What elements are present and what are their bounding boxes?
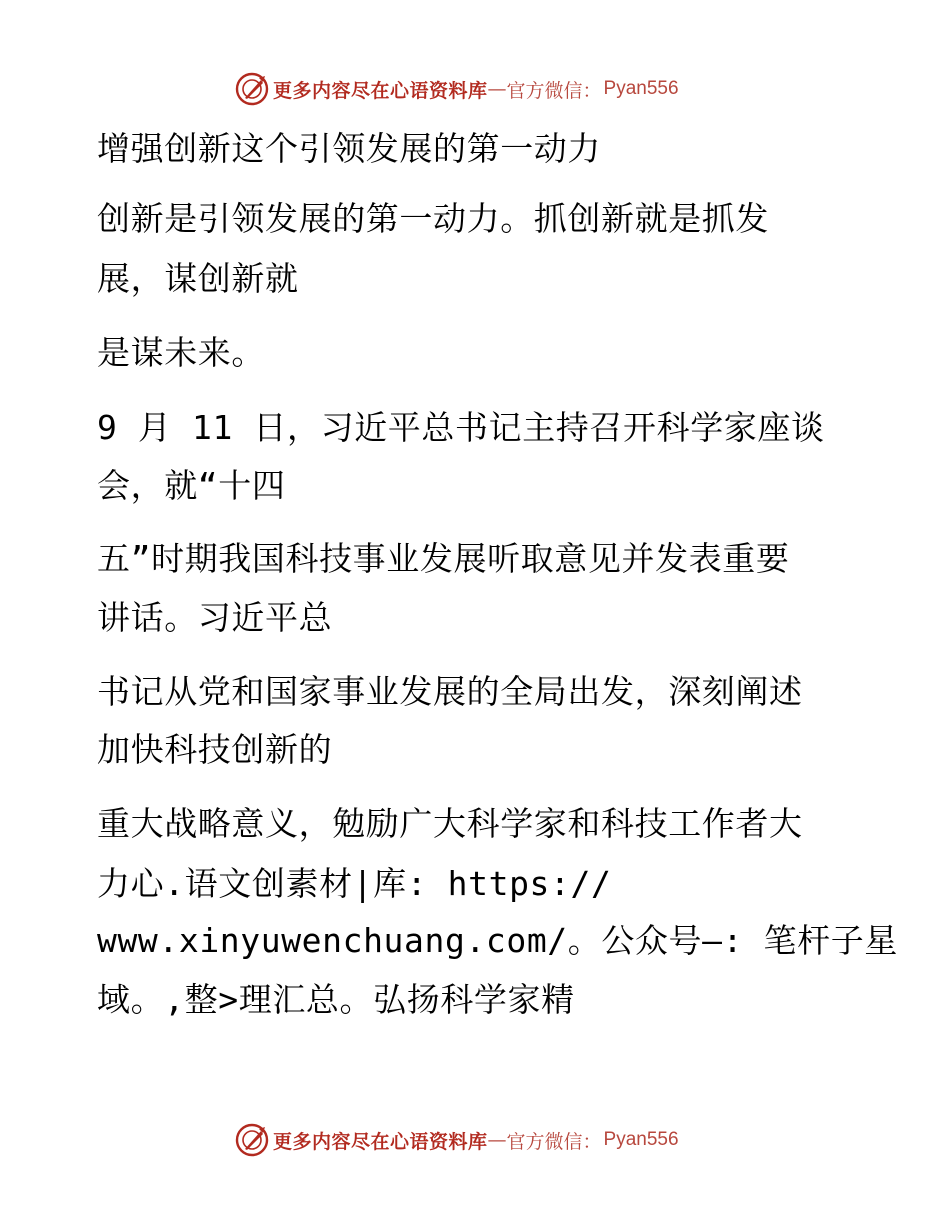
footer-main-text: 更多内容尽在心语资料库 — [273, 1130, 488, 1153]
body-line: 展，谋创新就 — [97, 259, 299, 298]
body-line: 讲话。习近平总 — [97, 598, 333, 637]
body-line: 域。,整>理汇总。弘扬科学家精 — [97, 980, 575, 1019]
body-line: 加快科技创新的 — [97, 730, 333, 769]
body-line: 是谋未来。 — [97, 333, 265, 372]
body-line: 增强创新这个引领发展的第一动力 — [97, 129, 601, 168]
body-line: 创新是引领发展的第一动力。抓创新就是抓发 — [97, 199, 769, 238]
body-line: 9 月 11 日，习近平总书记主持召开科学家座谈 — [97, 408, 825, 447]
quill-logo-icon — [235, 72, 269, 106]
footer-dash: — — [487, 1129, 507, 1151]
quill-logo-icon — [235, 1123, 269, 1157]
footer-wechat-id: Pyan556 — [603, 1129, 679, 1150]
header-main-text: 更多内容尽在心语资料库 — [273, 79, 488, 102]
header-dash: — — [487, 78, 507, 100]
footer-wechat-label: 官方微信： — [506, 1130, 602, 1153]
body-line: 五”时期我国科技事业发展听取意见并发表重要 — [97, 539, 790, 578]
body-line: 会，就“十四 — [97, 466, 286, 505]
body-line: 力心.语文创素材|库: https:// — [97, 864, 612, 903]
header-wechat-id: Pyan556 — [603, 78, 679, 99]
header-wechat-label: 官方微信： — [506, 79, 602, 102]
footer-banner — [235, 1122, 679, 1158]
header-banner — [235, 71, 679, 107]
body-line: www.xinyuwenchuang.com/。公众号—: 笔杆子星 — [97, 921, 898, 960]
body-line: 书记从党和国家事业发展的全局出发，深刻阐述 — [97, 672, 803, 711]
body-line: 重大战略意义，勉励广大科学家和科技工作者大 — [97, 804, 803, 843]
